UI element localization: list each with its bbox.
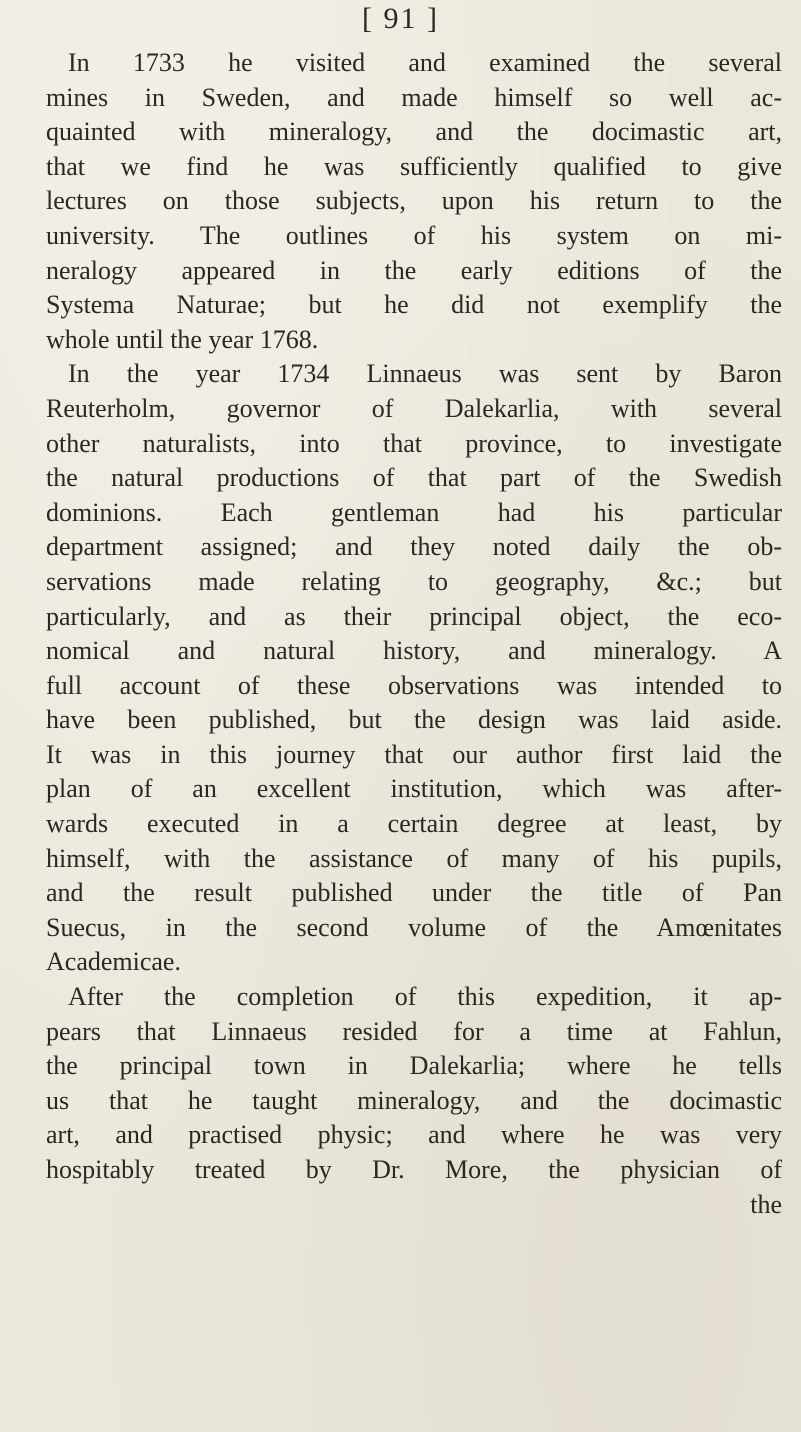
text-line: In 1733 he visited and examined the several	[68, 48, 782, 77]
text-line: other naturalists, into that province, to investigate	[46, 428, 782, 458]
text-line: nomical and natural history, and mineralogy. A	[46, 636, 782, 666]
text-line: particularly, and as their principal object, the eco-	[46, 601, 782, 631]
page-number: [ 91 ]	[362, 2, 439, 35]
text-line: whole until the year 1768.	[46, 324, 319, 354]
text-line: university. The outlines of his system on mi-	[46, 220, 782, 250]
text-line: and the result published under the title of Pan	[46, 878, 782, 908]
text-line: servations made relating to geography, &c.; but	[46, 566, 782, 596]
text-line: Suecus, in the second volume of the Amœnitates	[46, 912, 782, 942]
text-line: quainted with mineralogy, and the docimastic art,	[46, 117, 782, 147]
text-line: pears that Linnaeus resided for a time at Fahlun,	[46, 1016, 782, 1046]
text-line: It was in this journey that our author first laid the	[46, 739, 782, 769]
text-line: the natural productions of that part of the Swedish	[46, 463, 782, 493]
text-line: wards executed in a certain degree at least, by	[46, 809, 782, 839]
text-line: lectures on those subjects, upon his return to the	[46, 186, 782, 216]
text-line: us that he taught mineralogy, and the docimastic	[46, 1085, 782, 1115]
text-line: mines in Sweden, and made himself so well ac-	[46, 82, 782, 112]
text-line: In the year 1734 Linnaeus was sent by Baron	[68, 359, 782, 389]
text-line: Reuterholm, governor of Dalekarlia, with several	[46, 393, 782, 423]
text-line: hospitably treated by Dr. More, the physician of	[46, 1155, 782, 1184]
text-line: have been published, but the design was laid aside.	[46, 705, 782, 735]
text-line: that we find he was sufficiently qualified to give	[46, 151, 782, 181]
text-line: department assigned; and they noted daily the ob-	[46, 532, 782, 562]
text-line: Academicae.	[46, 947, 181, 977]
text-line: full account of these observations was intended to	[46, 670, 782, 700]
text-line: neralogy appeared in the early editions of the	[46, 255, 782, 285]
text-line: dominions. Each gentleman had his particular	[46, 497, 782, 527]
text-line: himself, with the assistance of many of his pupils,	[46, 843, 782, 873]
text-line: plan of an excellent institution, which was after-	[46, 774, 782, 804]
text-line: Systema Naturae; but he did not exemplify the	[46, 290, 782, 320]
text-line: After the completion of this expedition, it ap-	[68, 982, 782, 1012]
catchword: the	[750, 1189, 782, 1219]
text-line: the principal town in Dalekarlia; where he tells	[46, 1051, 782, 1081]
body-text	[46, 46, 782, 1222]
text-line: art, and practised physic; and where he was very	[46, 1120, 782, 1150]
